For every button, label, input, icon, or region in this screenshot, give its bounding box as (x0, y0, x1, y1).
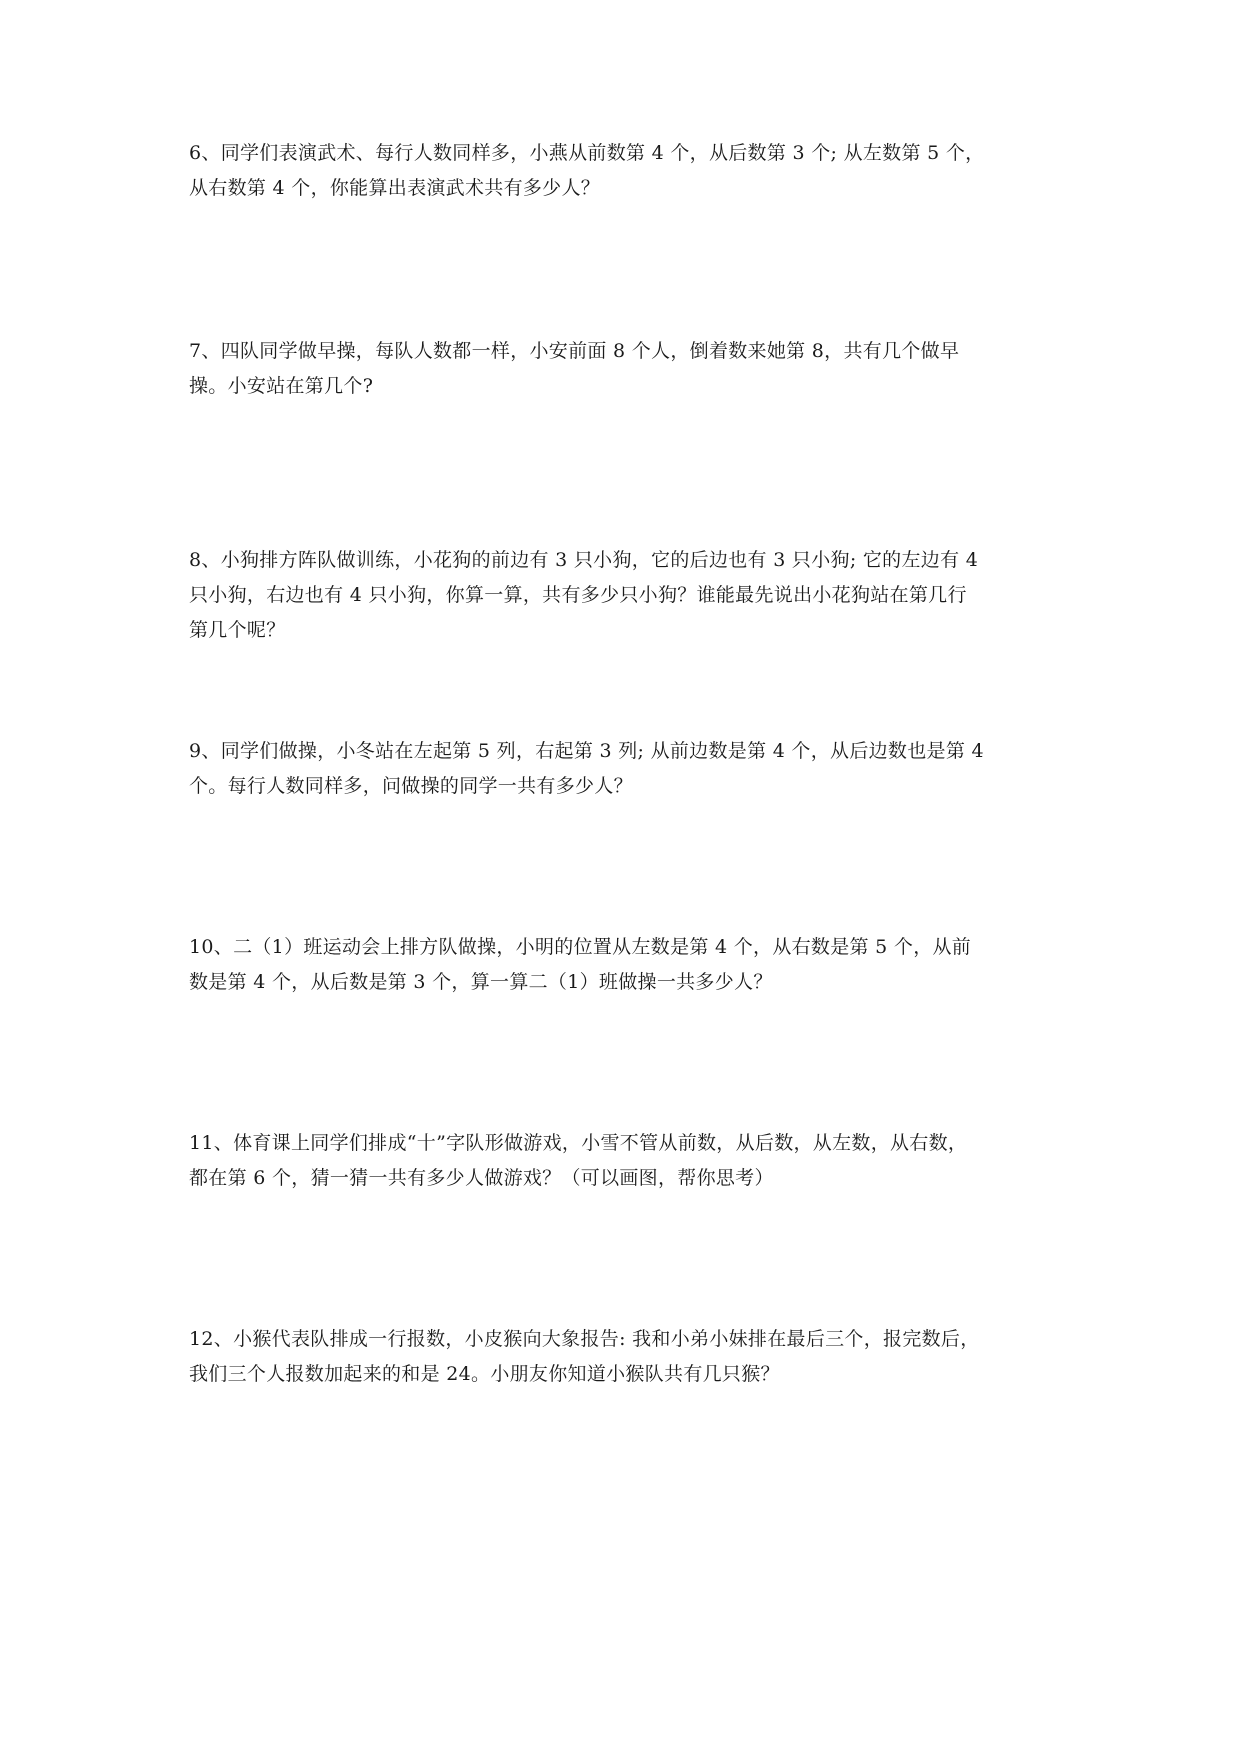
problem-line: 第几个呢？ (189, 619, 286, 641)
problem-line: 11、体育课上同学们排成“十”字队形做游戏，小雪不管从前数，从后数，从左数，从右数， (189, 1132, 968, 1154)
problem-line: 9、同学们做操，小冬站在左起第 5 列，右起第 3 列; 从前边数是第 4 个，从后边数也是第 4 (189, 740, 984, 762)
problem-line: 操。小安站在第几个? (189, 375, 374, 397)
problem-line: 数是第 4 个，从后数是第 3 个，算一算二（1）班做操一共多少人？ (189, 971, 773, 993)
problem-line: 7、四队同学做早操，每队人数都一样，小安前面 8 个人，倒着数来她第 8，共有几个做早 (189, 340, 960, 362)
problem-line: 从右数第 4 个，你能算出表演武术共有多少人？ (189, 177, 601, 199)
problem-line: 都在第 6 个，猜一猜一共有多少人做游戏？（可以画图，帮你思考） (189, 1167, 774, 1189)
problem-10 (189, 930, 1059, 1000)
problem-line: 只小狗，右边也有 4 只小狗，你算一算，共有多少只小狗？谁能最先说出小花狗站在第几行 (189, 584, 967, 606)
problem-line: 8、小狗排方阵队做训练，小花狗的前边有 3 只小狗，它的后边也有 3 只小狗; 它的左边有 4 (189, 549, 979, 571)
problem-6 (189, 136, 1059, 206)
problem-9 (189, 734, 1059, 804)
problem-line: 个。每行人数同样多，问做操的同学一共有多少人？ (189, 775, 633, 797)
problem-7 (189, 334, 1059, 404)
problem-line: 6、同学们表演武术、每行人数同样多，小燕从前数第 4 个，从后数第 3 个; 从左数第 5 个， (189, 142, 985, 164)
problem-line: 10、二（1）班运动会上排方队做操，小明的位置从左数是第 4 个，从右数是第 5 个，从前 (189, 936, 972, 958)
problem-line: 12、小猴代表队排成一行报数，小皮猴向大象报告: 我和小弟小妹排在最后三个，报完数后， (189, 1328, 980, 1350)
problem-8 (189, 543, 1059, 648)
problem-line: 我们三个人报数加起来的和是 24。小朋友你知道小猴队共有几只猴？ (189, 1363, 780, 1385)
problem-11 (189, 1126, 1059, 1196)
problem-12 (189, 1322, 1059, 1392)
